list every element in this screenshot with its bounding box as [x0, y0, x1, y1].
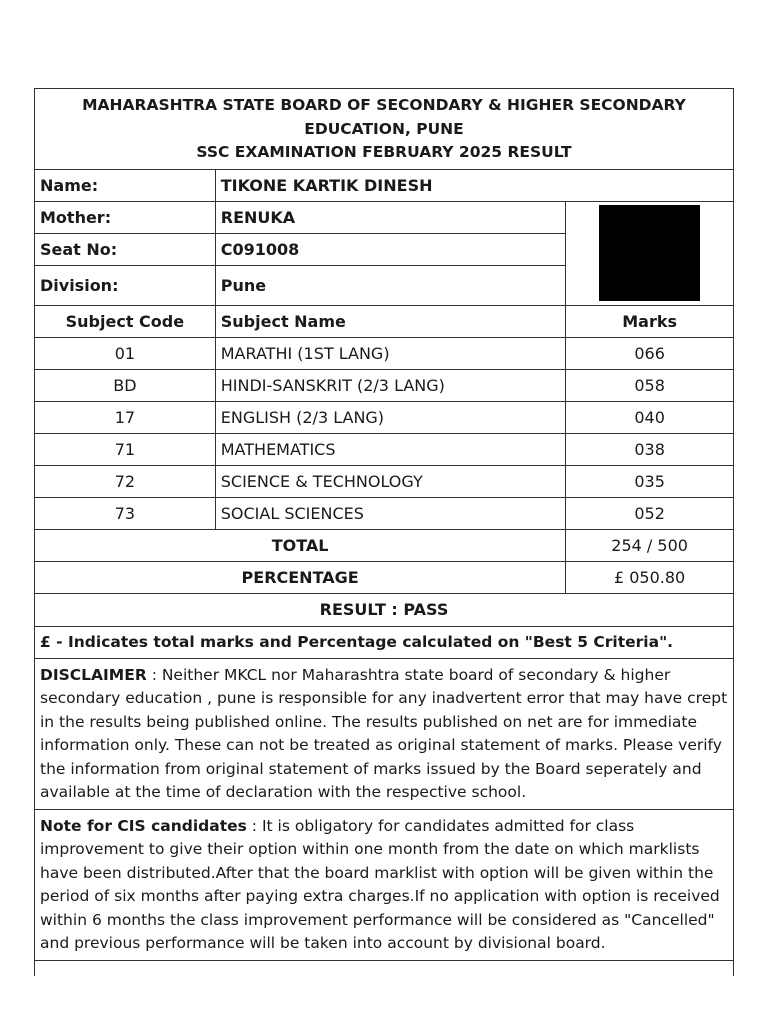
subject-marks: 058	[566, 369, 733, 401]
subject-code: BD	[35, 369, 215, 401]
disclaimer-text: : Neither MKCL nor Maharashtra state board of secondary & higher secondary education , pune is responsible for any inadvertent error that may have crept in the results being published online. The results published on net are for immediate information only. These can not be treated as original statement of marks. Please verify the information from original statement of marks issued by the Board seperately and available at the time of declaration with the respective school.	[40, 665, 728, 801]
percentage-value: £ 050.80	[566, 561, 733, 593]
name-value: TIKONE KARTIK DINESH	[215, 169, 733, 201]
total-row	[35, 529, 733, 561]
header-row	[35, 89, 733, 169]
mother-label: Mother:	[35, 201, 215, 233]
division-label: Division:	[35, 265, 215, 305]
result-table	[35, 89, 733, 961]
subject-marks: 040	[566, 401, 733, 433]
photo-cell	[566, 201, 733, 305]
disclaimer-row	[35, 658, 733, 809]
col-subject-code: Subject Code	[35, 305, 215, 337]
subject-code: 73	[35, 497, 215, 529]
column-header-row	[35, 305, 733, 337]
subject-code: 71	[35, 433, 215, 465]
disclaimer-title: DISCLAIMER	[40, 665, 147, 684]
best-five-footnote: £ - Indicates total marks and Percentage calculated on "Best 5 Criteria".	[35, 626, 733, 658]
subject-row	[35, 369, 733, 401]
division-value: Pune	[215, 265, 565, 305]
col-subject-name: Subject Name	[215, 305, 565, 337]
name-label: Name:	[35, 169, 215, 201]
footnote-row	[35, 626, 733, 658]
subject-row	[35, 401, 733, 433]
seat-value: C091008	[215, 233, 565, 265]
exam-title: SSC EXAMINATION FEBRUARY 2025 RESULT	[196, 143, 572, 161]
cis-note-row	[35, 809, 733, 960]
subject-name: MARATHI (1ST LANG)	[215, 337, 565, 369]
subject-name: HINDI-SANSKRIT (2/3 LANG)	[215, 369, 565, 401]
subject-row	[35, 497, 733, 529]
mother-row	[35, 201, 733, 233]
result-sheet	[34, 88, 734, 976]
student-photo-redacted	[599, 205, 700, 301]
disclaimer	[35, 658, 733, 809]
col-marks: Marks	[566, 305, 733, 337]
subject-row	[35, 337, 733, 369]
cis-note-text: : It is obligatory for candidates admitted for class improvement to give their option within one month from the date on which marklists have been distributed.After that the board marklist with option will be given within the period of six months after paying extra charges.If no application with option is received within 6 months the class improvement performance will be considered as "Cancelled" and previous performance will be taken into account by divisional board.	[40, 816, 720, 952]
subject-name: SCIENCE & TECHNOLOGY	[215, 465, 565, 497]
board-header	[35, 89, 733, 169]
cis-note	[35, 809, 733, 960]
subject-code: 17	[35, 401, 215, 433]
subject-name: SOCIAL SCIENCES	[215, 497, 565, 529]
subject-code: 72	[35, 465, 215, 497]
subject-marks: 066	[566, 337, 733, 369]
name-row	[35, 169, 733, 201]
subject-row	[35, 433, 733, 465]
percentage-row	[35, 561, 733, 593]
mother-value: RENUKA	[215, 201, 565, 233]
subject-name: ENGLISH (2/3 LANG)	[215, 401, 565, 433]
subject-marks: 035	[566, 465, 733, 497]
percentage-label: PERCENTAGE	[35, 561, 566, 593]
total-value: 254 / 500	[566, 529, 733, 561]
cis-note-title: Note for CIS candidates	[40, 816, 247, 835]
board-title: MAHARASHTRA STATE BOARD OF SECONDARY & HIGHER SECONDARY EDUCATION, PUNE	[82, 96, 686, 138]
subject-name: MATHEMATICS	[215, 433, 565, 465]
subject-row	[35, 465, 733, 497]
result-row	[35, 593, 733, 626]
subject-marks: 052	[566, 497, 733, 529]
result-status: RESULT : PASS	[35, 593, 733, 626]
subject-marks: 038	[566, 433, 733, 465]
total-label: TOTAL	[35, 529, 566, 561]
subject-code: 01	[35, 337, 215, 369]
seat-label: Seat No:	[35, 233, 215, 265]
